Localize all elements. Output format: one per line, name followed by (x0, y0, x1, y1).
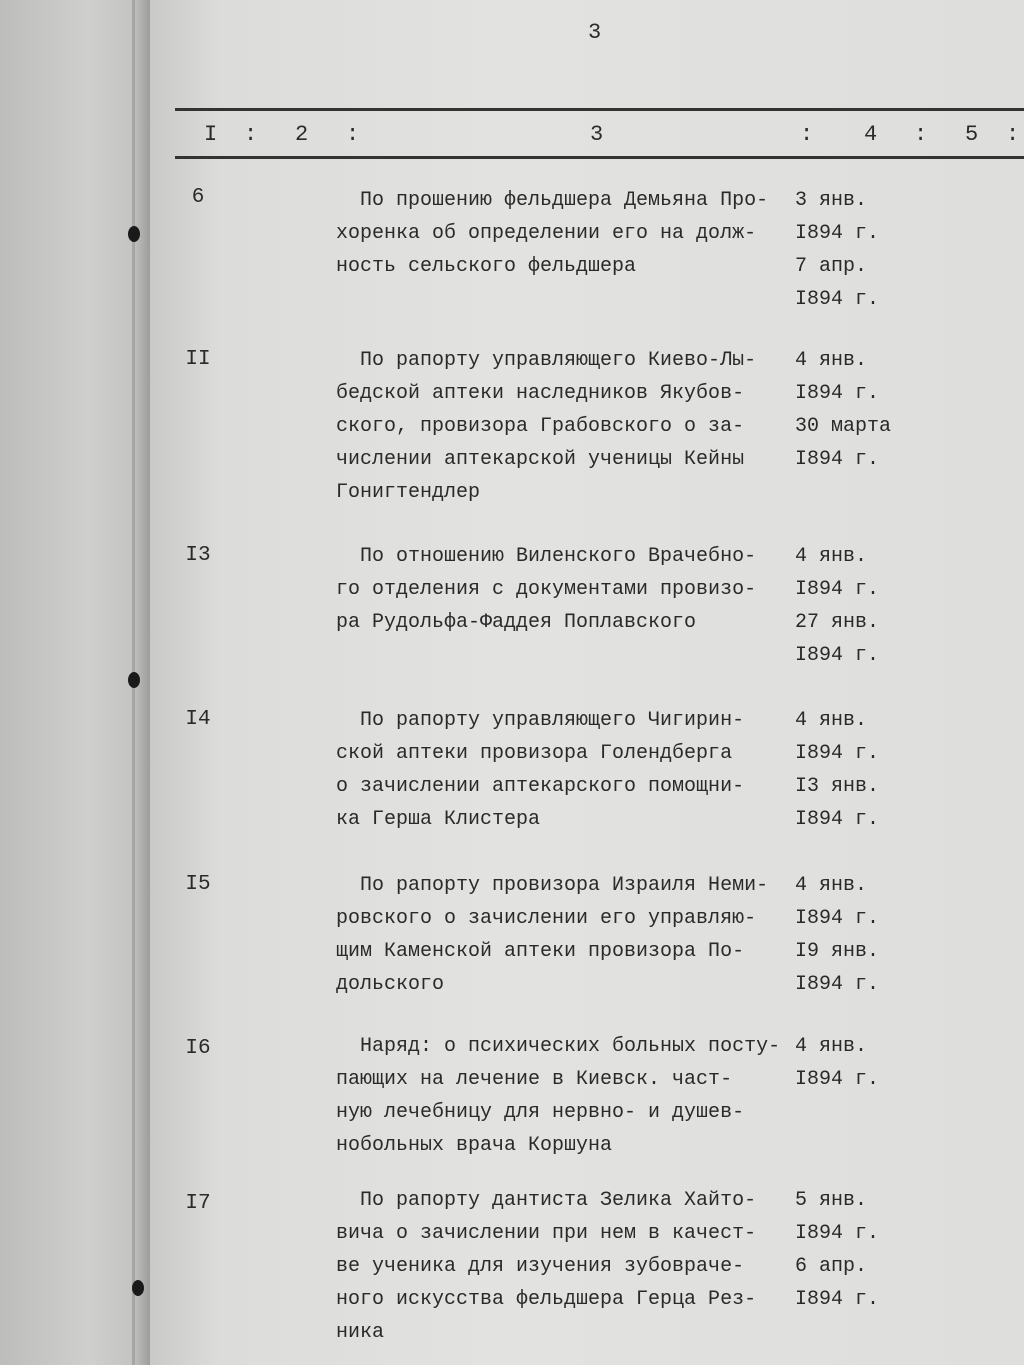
entry-text-line: бедской аптеки наследников Якубов- (336, 382, 745, 405)
entry-date-line: 30 марта (795, 415, 892, 438)
entry-description (336, 344, 806, 509)
entry-description (336, 704, 806, 836)
header-col-1: I (204, 122, 218, 147)
entry-text-line: ную лечебницу для нервно- и душев- (336, 1101, 745, 1124)
binding-hole (132, 1280, 144, 1296)
entry-text-line: вича о зачислении при нем в качест- (336, 1222, 757, 1245)
entry-description (336, 869, 806, 1001)
entry-description (336, 184, 806, 283)
entry-date-line: I894 г. (795, 288, 880, 311)
entry-text-line: ра Рудольфа-Фаддея Поплавского (336, 611, 697, 634)
entry-date-line: I894 г. (795, 1068, 880, 1091)
entry-date-line: 4 янв. (795, 545, 868, 568)
entry-text-line: По прошению фельдшера Демьяна Про- (336, 189, 769, 212)
entry-dates (795, 704, 925, 836)
entry-text-line: По рапорту провизора Израиля Неми- (336, 874, 769, 897)
entry-number: I4 (185, 708, 211, 731)
entry-description (336, 540, 806, 639)
entry-date-line: I894 г. (795, 742, 880, 765)
entry-date-line: 3 янв. (795, 189, 868, 212)
entry-text-line: пающих на лечение в Киевск. част- (336, 1068, 733, 1091)
entry-date-line: I894 г. (795, 1222, 880, 1245)
entry-date-line: I894 г. (795, 808, 880, 831)
header-col-5: 5 (965, 122, 979, 147)
entry-text-line: ность сельского фельдшера (336, 255, 637, 278)
entry-date-line: I894 г. (795, 578, 880, 601)
entry-date-line: I894 г. (795, 644, 880, 667)
entry-number: I5 (185, 873, 211, 896)
entry-date-line: I894 г. (795, 973, 880, 996)
entry-dates (795, 1030, 925, 1096)
entry-dates (795, 344, 925, 476)
entry-text-line: дольского (336, 973, 445, 996)
header-separator: : (1006, 122, 1020, 147)
entry-text-line: ного искусства фельдшера Герца Рез- (336, 1288, 757, 1311)
entry-text-line: нобольных врача Коршуна (336, 1134, 613, 1157)
entry-text-line: ровского о зачислении его управляю- (336, 907, 757, 930)
binding-hole (128, 226, 140, 242)
entry-text-line: По рапорту управляющего Киево-Лы- (336, 349, 757, 372)
entry-number: I6 (185, 1037, 211, 1060)
header-separator: : (914, 122, 928, 147)
page-number: 3 (588, 20, 602, 45)
entry-date-line: I9 янв. (795, 940, 880, 963)
entry-description (336, 1184, 806, 1349)
entry-text-line: числении аптекарской ученицы Кейны (336, 448, 745, 471)
entry-date-line: 4 янв. (795, 1035, 868, 1058)
entry-date-line: 4 янв. (795, 709, 868, 732)
entry-text-line: Наряд: о психических больных посту- (336, 1035, 781, 1058)
entry-description (336, 1030, 806, 1162)
entry-text-line: ского, провизора Грабовского о за- (336, 415, 745, 438)
header-col-2: 2 (295, 122, 309, 147)
entry-date-line: I894 г. (795, 1288, 880, 1311)
entry-date-line: I894 г. (795, 448, 880, 471)
entry-text-line: По рапорту дантиста Зелика Хайто- (336, 1189, 757, 1212)
entry-text-line: ника (336, 1321, 385, 1344)
entry-text-line: хоренка об определении его на долж- (336, 222, 757, 245)
entry-text-line: о зачислении аптекарского помощни- (336, 775, 745, 798)
entry-number: 6 (191, 186, 205, 209)
entry-dates (795, 540, 925, 672)
header-separator: : (346, 122, 360, 147)
entry-dates (795, 184, 925, 316)
entry-text-line: ской аптеки провизора Голендберга (336, 742, 733, 765)
entry-text-line: щим Каменской аптеки провизора По- (336, 940, 745, 963)
header-rule-top (175, 108, 1024, 111)
header-col-4: 4 (864, 122, 878, 147)
header-rule-bottom (175, 156, 1024, 159)
entry-date-line: 6 апр. (795, 1255, 868, 1278)
entry-date-line: I3 янв. (795, 775, 880, 798)
entry-text-line: ве ученика для изучения зубовраче- (336, 1255, 745, 1278)
entry-text-line: По рапорту управляющего Чигирин- (336, 709, 745, 732)
entry-text-line: го отделения с документами провизо- (336, 578, 757, 601)
binding-hole (128, 672, 140, 688)
header-separator: : (244, 122, 258, 147)
entry-text-line: По отношению Виленского Врачебно- (336, 545, 757, 568)
entry-date-line: 5 янв. (795, 1189, 868, 1212)
entry-number: II (185, 348, 211, 371)
entry-date-line: 4 янв. (795, 349, 868, 372)
entry-date-line: I894 г. (795, 907, 880, 930)
header-separator: : (800, 122, 814, 147)
entry-dates (795, 869, 925, 1001)
entry-text-line: Гонигтендлер (336, 481, 481, 504)
entry-number: I7 (185, 1192, 211, 1215)
entry-date-line: 27 янв. (795, 611, 880, 634)
entry-date-line: 7 апр. (795, 255, 868, 278)
entry-date-line: I894 г. (795, 222, 880, 245)
entry-date-line: I894 г. (795, 382, 880, 405)
entry-number: I3 (185, 544, 211, 567)
entry-text-line: ка Герша Клистера (336, 808, 541, 831)
header-col-3: 3 (590, 122, 604, 147)
entry-dates (795, 1184, 925, 1316)
entry-date-line: 4 янв. (795, 874, 868, 897)
